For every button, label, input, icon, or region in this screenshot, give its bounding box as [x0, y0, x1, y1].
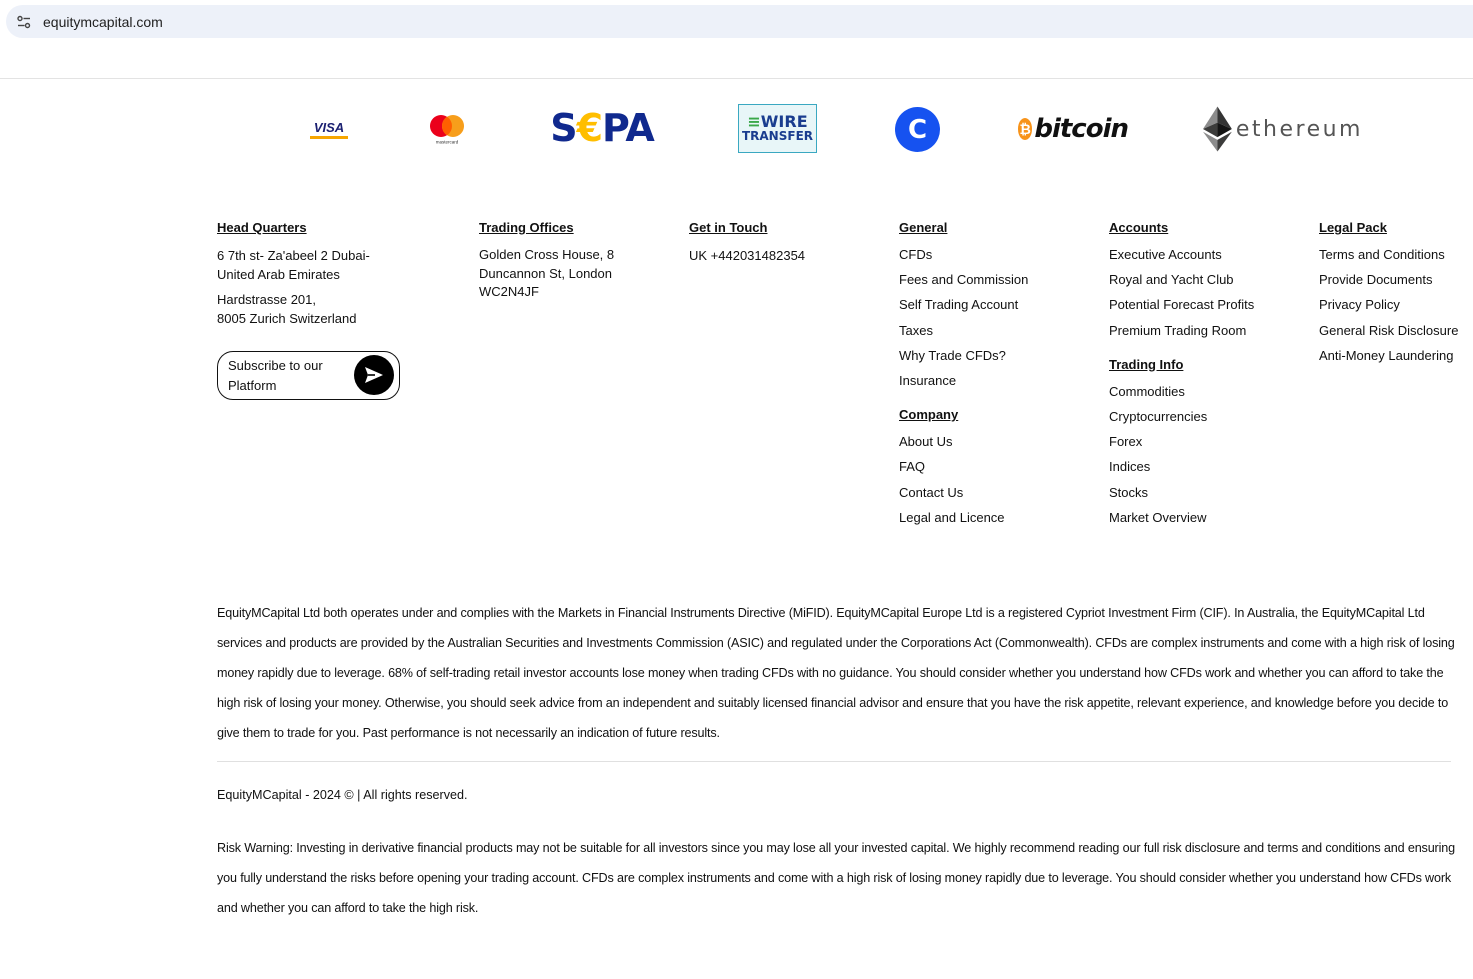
sepa-logo — [544, 108, 660, 148]
legal-pack-title: Legal Pack — [1319, 220, 1387, 235]
head-quarters-title: Head Quarters — [217, 220, 307, 235]
visa-logo — [309, 117, 349, 141]
trading-info-links — [1109, 379, 1299, 530]
head-quarters-column — [217, 220, 437, 328]
wire-logo-line1: WIRE — [760, 111, 808, 131]
general-column — [899, 220, 1079, 530]
page-divider — [0, 78, 1473, 79]
link-cfds[interactable]: CFDs — [899, 247, 933, 262]
risk-warning: Risk Warning: Investing in derivative financial products may not be suitable for all investors since you may lose all your invested capital. We highly recommend reading our full risk disclosure and terms and conditions and ensuring you fully understand the risks before opening your trading account. CFDs are complex instruments and come with a high risk of losing money rapidly due to leverage. You should consider whether you understand how CFDs work and whether you can afford to take the high risk. — [217, 841, 1455, 915]
company-links — [899, 429, 1079, 530]
link-why-trade-cfds[interactable]: Why Trade CFDs? — [899, 347, 1006, 363]
dubai-address-line2: United Arab Emirates — [217, 267, 340, 282]
accounts-title: Accounts — [1109, 220, 1169, 235]
payment-logos — [0, 100, 1473, 160]
link-forex[interactable]: Forex — [1109, 434, 1143, 450]
link-faq[interactable]: FAQ — [899, 459, 926, 475]
bitcoin-logo — [1018, 110, 1128, 148]
bitcoin-logo-text: bitcoin — [1034, 114, 1128, 144]
link-provide-documents[interactable]: Provide Documents — [1319, 272, 1433, 288]
mastercard-logo-text: mastercard — [435, 139, 459, 145]
link-about-us[interactable]: About Us — [899, 434, 953, 450]
send-icon — [363, 364, 385, 386]
footer-divider — [217, 761, 1451, 762]
link-market-overview[interactable]: Market Overview — [1109, 509, 1207, 525]
link-terms-and-conditions[interactable]: Terms and Conditions — [1319, 247, 1445, 262]
link-general-risk-disclosure[interactable]: General Risk Disclosure — [1319, 322, 1459, 338]
sepa-logo-s: S — [550, 106, 577, 150]
coinbase-logo-letter: C — [907, 114, 928, 145]
london-address-line2: Duncannon St, London — [479, 265, 612, 281]
visa-logo-text: VISA — [313, 119, 345, 135]
dubai-address-line1: 6 7th st- Za'abeel 2 Dubai- — [217, 248, 370, 263]
link-premium-trading-room[interactable]: Premium Trading Room — [1109, 322, 1247, 338]
link-anti-money-laundering[interactable]: Anti-Money Laundering — [1319, 347, 1454, 363]
link-royal-and-yacht-club[interactable]: Royal and Yacht Club — [1109, 272, 1234, 288]
sepa-logo-euro: € — [576, 106, 603, 150]
copyright-text: EquityMCapital - 2024 © | All rights reserved. — [217, 788, 468, 802]
get-in-touch-column — [689, 220, 859, 265]
london-address — [479, 246, 649, 302]
zurich-address — [217, 290, 437, 328]
accounts-column — [1109, 220, 1299, 530]
subscribe-box[interactable] — [217, 351, 400, 400]
wire-logo-line2: TRANSFER — [741, 128, 814, 143]
address-bar[interactable] — [6, 5, 1473, 38]
wire-stripe-icon: ≡ — [747, 111, 761, 131]
link-contact-us[interactable]: Contact Us — [899, 484, 964, 500]
general-links — [899, 242, 1079, 393]
link-commodities[interactable]: Commodities — [1109, 383, 1185, 399]
coinbase-logo — [895, 107, 940, 152]
trading-info-title: Trading Info — [1109, 356, 1184, 372]
link-privacy-policy[interactable]: Privacy Policy — [1319, 297, 1400, 313]
link-executive-accounts[interactable]: Executive Accounts — [1109, 247, 1222, 262]
tune-icon[interactable] — [14, 12, 34, 32]
zurich-address-line2: 8005 Zurich Switzerland — [217, 311, 357, 326]
visa-logo-bar — [310, 136, 348, 139]
url-text[interactable]: equitymcapital.com — [43, 13, 163, 30]
link-taxes[interactable]: Taxes — [899, 322, 933, 338]
ethereum-logo — [1203, 103, 1363, 155]
dubai-address — [217, 246, 437, 284]
ethereum-icon — [1203, 104, 1232, 154]
subscribe-label: Subscribe to our Platform — [228, 357, 323, 393]
trading-offices-title: Trading Offices — [479, 220, 574, 235]
bitcoin-icon: ₿ — [1018, 118, 1032, 140]
link-fees-and-commission[interactable]: Fees and Commission — [899, 272, 1029, 288]
legal-pack-links — [1319, 242, 1469, 368]
link-cryptocurrencies[interactable]: Cryptocurrencies — [1109, 408, 1208, 424]
wire-transfer-logo — [738, 104, 817, 153]
company-title: Company — [899, 407, 959, 423]
accounts-links — [1109, 242, 1299, 343]
ethereum-logo-text: ethereum — [1235, 116, 1363, 142]
link-legal-and-licence[interactable]: Legal and Licence — [899, 509, 1005, 525]
regulatory-disclaimer: EquityMCapital Ltd both operates under and complies with the Markets in Financial Instruments Directive (MiFID). EquityMCapital Europe Ltd is a registered Cypriot Investment Firm (CIF). In Australia, the EquityMCapital Ltd services and products are provided by the Australian Securities and Investments Commission (ASIC) and regulated under the Corporations Act (Commonwealth). CFDs are complex instruments and come with a high risk of losing money rapidly due to leverage. 68% of self-trading retail investor accounts lose money when trading CFDs with no guidance. You should consider whether you understand how CFDs work and whether you can afford to take the high risk of losing your money. Otherwise, you should seek advice from an independent and suitably licensed financial advisor and ensure that you have the risk appetite, relevant experience, and knowledge before you decide to give them to trade for you. Past performance is not necessarily an indication of future results. — [217, 606, 1455, 740]
link-indices[interactable]: Indices — [1109, 459, 1151, 475]
send-button[interactable] — [354, 355, 394, 395]
sepa-logo-pa: PA — [602, 106, 654, 150]
legal-pack-column — [1319, 220, 1469, 368]
link-potential-forecast-profits[interactable]: Potential Forecast Profits — [1109, 297, 1255, 313]
london-address-line1: Golden Cross House, 8 — [479, 247, 615, 262]
get-in-touch-title: Get in Touch — [689, 220, 768, 235]
trading-offices-column — [479, 220, 649, 302]
mastercard-logo — [427, 113, 467, 145]
link-self-trading-account[interactable]: Self Trading Account — [899, 297, 1019, 313]
link-stocks[interactable]: Stocks — [1109, 484, 1149, 500]
zurich-address-line1: Hardstrasse 201, — [217, 292, 316, 307]
phone-number[interactable]: UK +442031482354 — [689, 248, 806, 263]
london-address-line3: WC2N4JF — [479, 284, 539, 299]
general-title: General — [899, 220, 948, 235]
link-insurance[interactable]: Insurance — [899, 372, 957, 388]
